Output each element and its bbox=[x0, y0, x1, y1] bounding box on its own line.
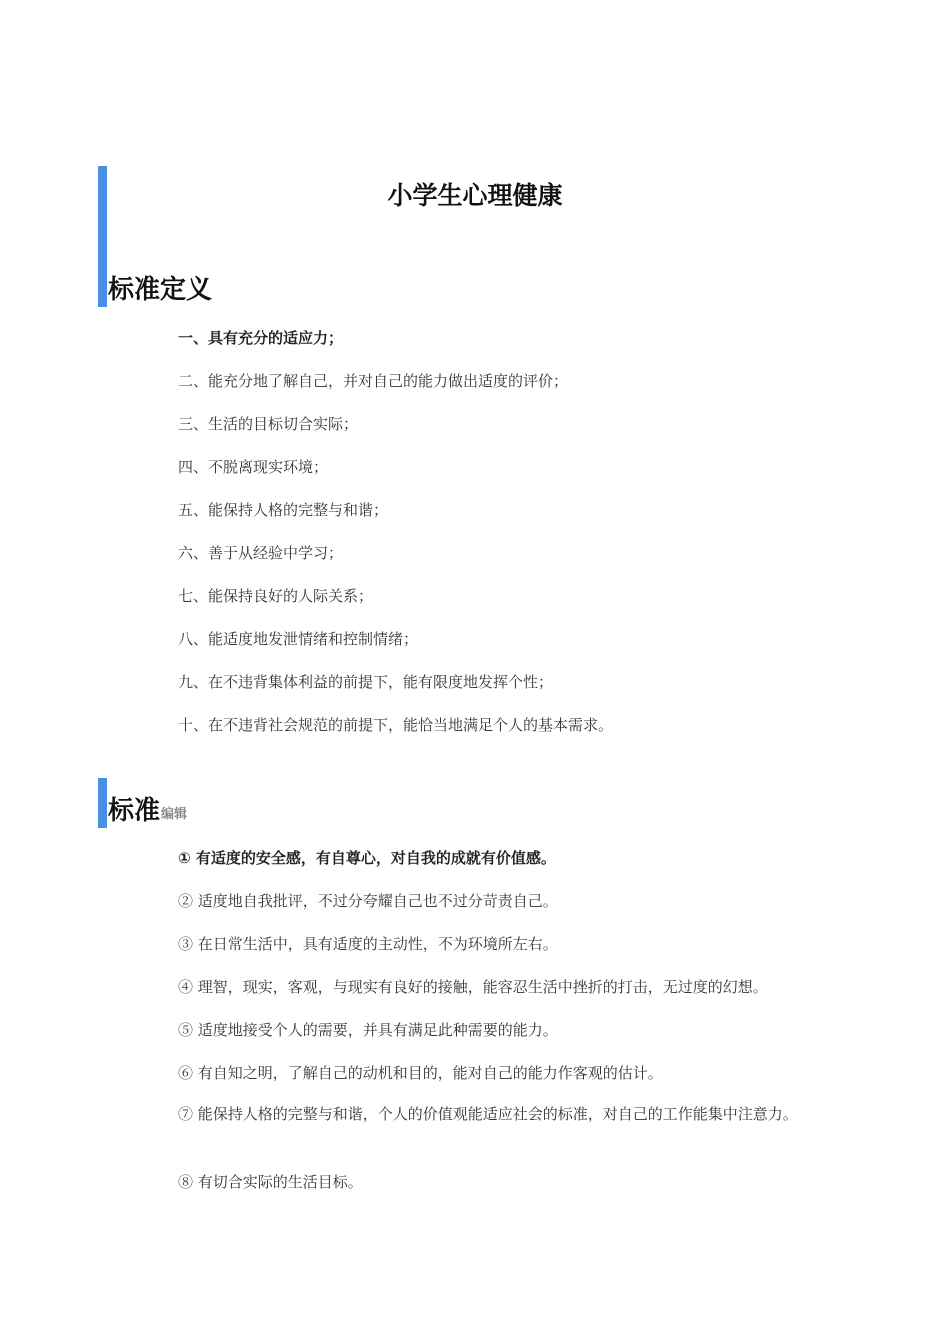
definition-list bbox=[178, 327, 613, 757]
section-heading-standard bbox=[98, 778, 187, 828]
heading-accent-bar bbox=[98, 264, 107, 307]
list-item: ⑤ 适度地接受个人的需要，并具有满足此种需要的能力。 bbox=[178, 1021, 558, 1039]
section-heading-text: 标准 bbox=[108, 796, 161, 826]
list-item: 一、具有充分的适应力； bbox=[178, 329, 344, 347]
list-item: ③ 在日常生活中，具有适度的主动性，不为环境所左右。 bbox=[178, 935, 558, 953]
list-item: 六、善于从经验中学习； bbox=[178, 544, 344, 562]
list-item: ① 有适度的安全感，有自尊心，对自我的成就有价值感。 bbox=[178, 849, 556, 867]
section-heading-definition bbox=[98, 264, 212, 307]
list-item: ⑥ 有自知之明，了解自己的动机和目的，能对自己的能力作客观的估计。 bbox=[178, 1064, 663, 1082]
list-item: 九、在不违背集体利益的前提下，能有限度地发挥个性； bbox=[178, 673, 554, 691]
list-item: 三、生活的目标切合实际； bbox=[178, 415, 359, 433]
list-item: 二、能充分地了解自己，并对自己的能力做出适度的评价； bbox=[178, 372, 569, 390]
list-item: ② 适度地自我批评，不过分夸耀自己也不过分苛责自己。 bbox=[178, 892, 558, 910]
section-heading-text: 标准定义 bbox=[108, 275, 213, 305]
list-item: 十、在不违背社会规范的前提下，能恰当地满足个人的基本需求。 bbox=[178, 716, 614, 734]
edit-link[interactable]: 编辑 bbox=[161, 807, 188, 822]
list-item-wrapped: ⑦ 能保持人格的完整与和谐，个人的价值观能适应社会的标准，对自己的工作能集中注意力。 bbox=[178, 1105, 798, 1123]
heading-accent-bar bbox=[98, 778, 107, 828]
standard-list bbox=[178, 847, 768, 1105]
list-item: 八、能适度地发泄情绪和控制情绪； bbox=[178, 630, 419, 648]
list-item: ④ 理智，现实，客观，与现实有良好的接触，能容忍生活中挫折的打击，无过度的幻想。 bbox=[178, 978, 768, 996]
list-item: 四、不脱离现实环境； bbox=[178, 458, 329, 476]
list-item: 五、能保持人格的完整与和谐； bbox=[178, 501, 389, 519]
list-item: ⑧ 有切合实际的生活目标。 bbox=[178, 1173, 363, 1191]
page-title: 小学生心理健康 bbox=[387, 181, 563, 210]
list-item: 七、能保持良好的人际关系； bbox=[178, 587, 374, 605]
